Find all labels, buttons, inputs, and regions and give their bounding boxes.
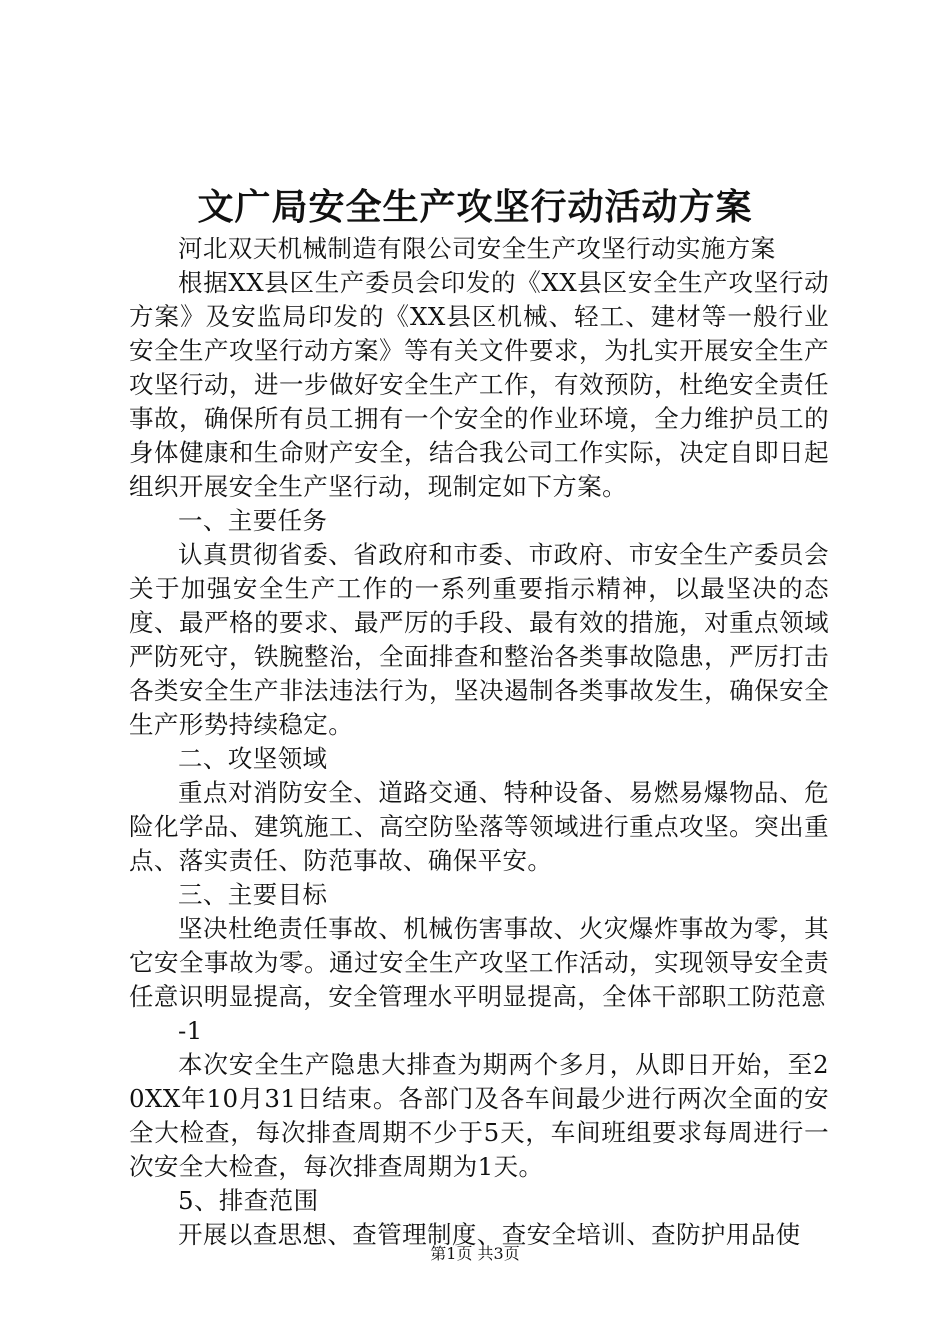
intro-paragraph: 根据XX县区生产委员会印发的《XX县区安全生产攻坚行动方案》及安监局印发的《XX县区机械、轻工、建材等一般行业安全生产攻坚行动方案》等有关文件要求，为扎实开展安全生产攻坚行动，进一步做好安全生产工作，有效预防，杜绝安全责任事故，确保所有员工拥有一个安全的作业环境，全力维护员工的身体健康和生命财产安全，结合我公司工作实际，决定自即日起组织开展安全生产坚行动，现制定如下方案。 xyxy=(129,268,829,501)
schedule-paragraph: 本次安全生产隐患大排查为期两个多月，从即日开始，至20XX年10月31日结束。各部门及各车间最少进行两次全面的安全大检查，每次排查周期不少于5天，车间班组要求每周进行一次安全大检查，每次排查周期为1天。 xyxy=(129,1050,829,1181)
page-footer: 第1页 共3页 xyxy=(430,1244,520,1263)
section-heading-scope: 5、排查范围 xyxy=(178,1186,319,1215)
main-tasks-paragraph: 认真贯彻省委、省政府和市委、市政府、市安全生产委员会关于加强安全生产工作的一系列重要指示精神，以最坚决的态度、最严格的要求、最严厉的手段、最有效的措施，对重点领域严防死守，铁腕整治，全面排查和整治各类事故隐患，严厉打击各类安全生产非法违法行为，坚决遏制各类事故发生，确保安全生产形势持续稳定。 xyxy=(129,540,829,739)
section-heading-main-tasks: 一、主要任务 xyxy=(178,506,328,535)
scope-paragraph: 开展以查思想、查管理制度、查安全培训、查防护用品使 xyxy=(178,1220,801,1249)
key-areas-paragraph: 重点对消防安全、道路交通、特种设备、易燃易爆物品、危险化学品、建筑施工、高空防坠落等领域进行重点攻坚。突出重点、落实责任、防范事故、确保平安。 xyxy=(129,778,829,875)
page-marker: -1 xyxy=(178,1016,203,1045)
document-title: 文广局安全生产攻坚行动活动方案 xyxy=(197,186,753,228)
section-heading-key-areas: 二、攻坚领域 xyxy=(178,744,328,773)
section-heading-main-goals: 三、主要目标 xyxy=(178,880,328,909)
subtitle-paragraph: 河北双天机械制造有限公司安全生产攻坚行动实施方案 xyxy=(178,234,776,263)
document-body xyxy=(129,232,829,1252)
main-goals-paragraph: 坚决杜绝责任事故、机械伤害事故、火灾爆炸事故为零，其它安全事故为零。通过安全生产攻坚工作活动，实现领导安全责任意识明显提高，安全管理水平明显提高，全体干部职工防范意 xyxy=(129,914,829,1011)
